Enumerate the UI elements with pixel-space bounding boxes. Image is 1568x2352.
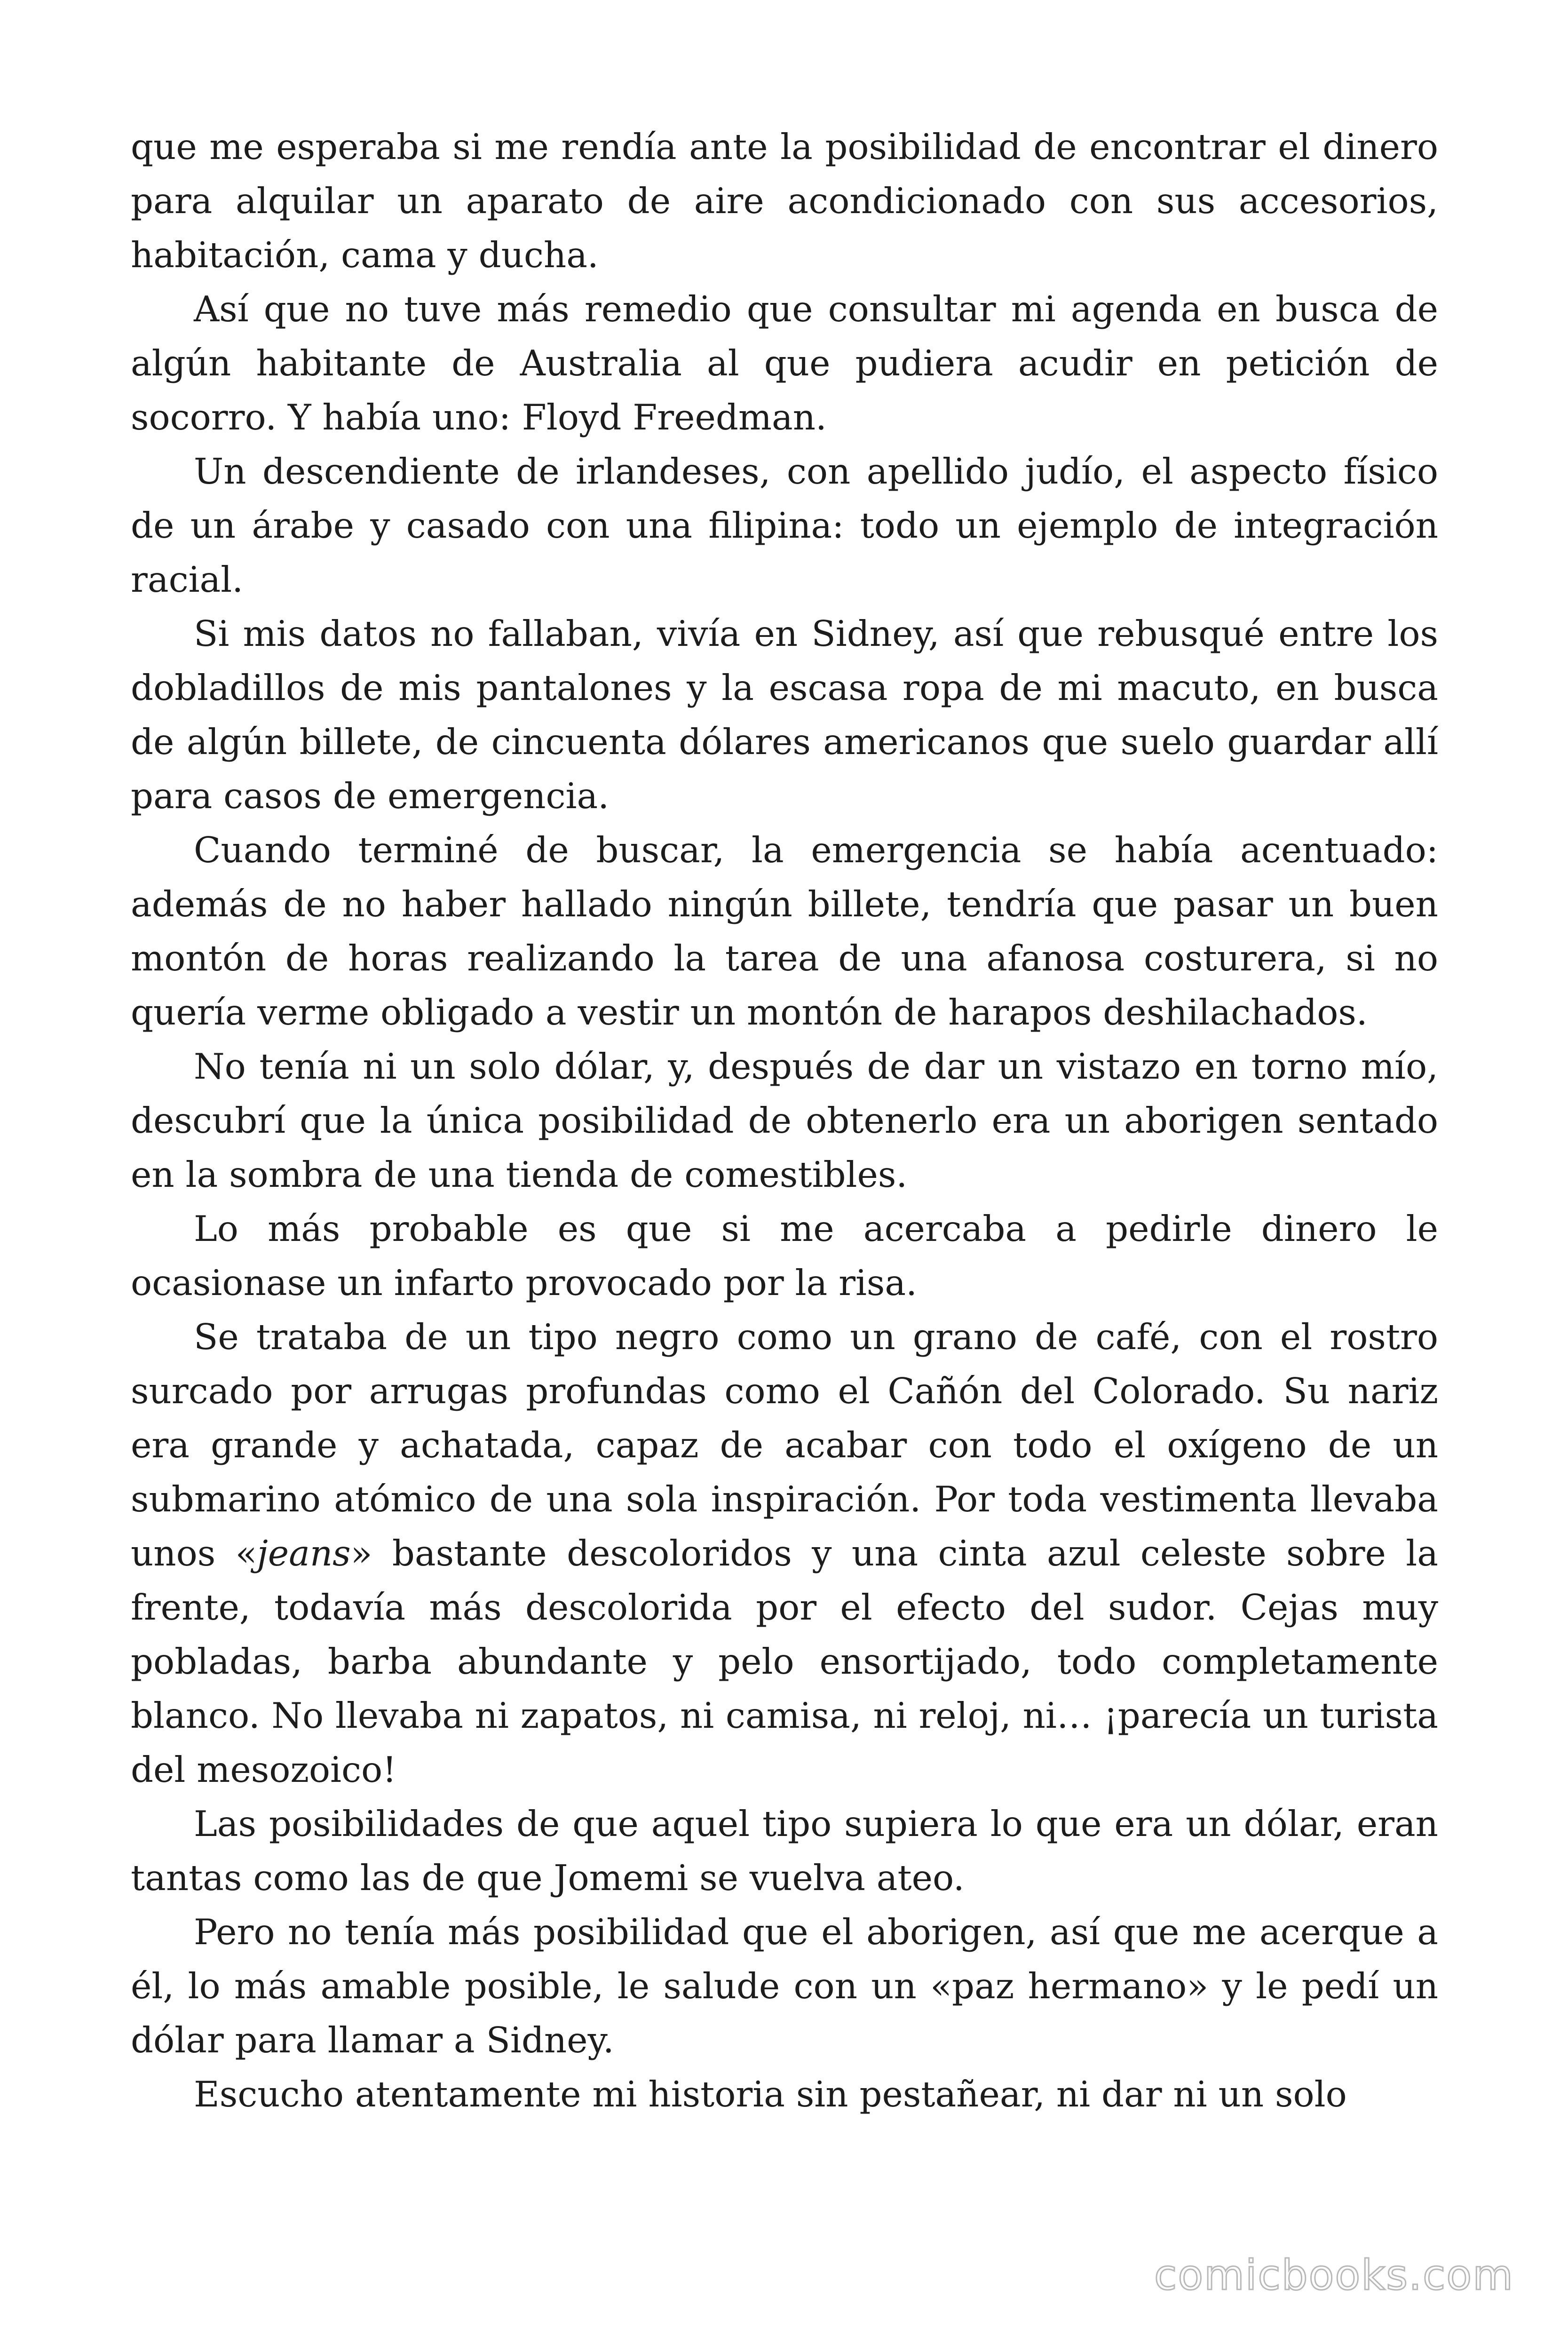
paragraph-text: Cuando terminé de buscar, la emergencia se había acentuado: además de no haber hallado ningún billete, tendría que pasar un buen montón de horas realizando la tarea de una afanosa costurera, si no quería verme obligado a vestir un montón de harapos deshilachados. (131, 829, 1438, 1033)
paragraph-text: No tenía ni un solo dólar, y, después de dar un vistazo en torno mío, descubrí que la única posibilidad de obtenerlo era un aborigen sentado en la sombra de una tienda de comestibles. (131, 1046, 1438, 1195)
paragraph-text: Se trataba de un tipo negro como un grano de café, con el rostro surcado por arrugas profundas como el Cañón del Colorado. Su nariz era grande y achatada, capaz de acabar con todo el oxígeno de un submarino atómico de una sola inspiración. Por toda vestimenta llevaba unos « (131, 1316, 1438, 1574)
paragraph (131, 2067, 1438, 2122)
paragraph-text: Si mis datos no fallaban, vivía en Sidney, así que rebusqué entre los dobladillos de mis pantalones y la escasa ropa de mi macuto, en busca de algún billete, de cincuenta dólares americanos que suelo guardar allí para casos de emergencia. (131, 613, 1438, 817)
paragraph-text: Un descendiente de irlandeses, con apellido judío, el aspecto físico de un árabe y casado con una filipina: todo un ejemplo de integración racial. (131, 451, 1438, 600)
body-text (131, 120, 1438, 2122)
paragraph (131, 607, 1438, 823)
paragraph (131, 445, 1438, 607)
paragraph (131, 1310, 1438, 1797)
paragraph (131, 282, 1438, 445)
watermark: comicbooks.com (1154, 2251, 1514, 2299)
paragraph (131, 1797, 1438, 1905)
paragraph (131, 1202, 1438, 1310)
paragraph-text: Las posibilidades de que aquel tipo supiera lo que era un dólar, eran tantas como las de que Jomemi se vuelva ateo. (131, 1803, 1438, 1899)
paragraph-text: Pero no tenía más posibilidad que el aborigen, así que me acerque a él, lo más amable posible, le salude con un «paz hermano» y le pedí un dólar para llamar a Sidney. (131, 1911, 1438, 2061)
paragraph (131, 1905, 1438, 2067)
paragraph (131, 823, 1438, 1040)
italic-text: jeans (257, 1533, 351, 1574)
paragraph-text: Así que no tuve más remedio que consultar mi agenda en busca de algún habitante de Australia al que pudiera acudir en petición de socorro. Y había uno: Floyd Freedman. (131, 288, 1438, 438)
paragraph (131, 120, 1438, 282)
paragraph-text: » bastante descoloridos y una cinta azul celeste sobre la frente, todavía más descolorida por el efecto del sudor. Cejas muy pobladas, barba abundante y pelo ensortijado, todo completamente blanco. No llevaba ni zapatos, ni camisa, ni reloj, ni… ¡parecía un turista del mesozoico! (131, 1533, 1438, 1790)
paragraph-text: que me esperaba si me rendía ante la posibilidad de encontrar el dinero para alquilar un aparato de aire acondicionado con sus accesorios, habitación, cama y ducha. (131, 126, 1438, 276)
paragraph (131, 1040, 1438, 1202)
paragraph-text: Lo más probable es que si me acercaba a pedirle dinero le ocasionase un infarto provocado por la risa. (131, 1208, 1438, 1303)
paragraph-text: Escucho atentamente mi historia sin pestañear, ni dar ni un solo (194, 2074, 1347, 2115)
